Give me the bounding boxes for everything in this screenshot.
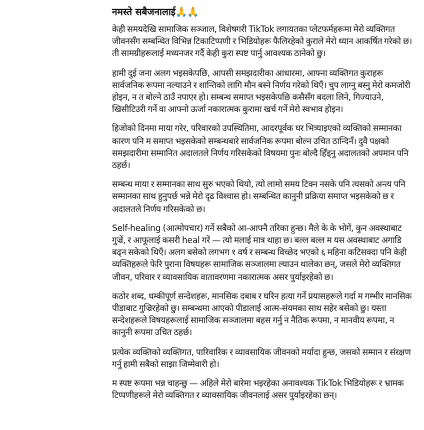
post-body xyxy=(112,6,412,402)
paragraph-7: प्रत्येक व्यक्तिको व्यक्तिगत, पारिवारिक र व्यावसायिक जीवनको मर्यादा हुन्छ, जसको सम्मान र संरक्षण गर्नु हामी सबैको साझा जिम्मेवारी हो। xyxy=(112,347,411,370)
paragraph-8: म स्पष्ट रूपमा भन्न चाहन्छु — अहिले मेरो बारेमा भइरहेका अनावश्यक TikTok भिडियोहरू र भ्रामक टिप्पणीहरूले मेरो व्यक्तिगत र व्यावसायिक जीवनलाई असर पुर्याइरहेका छन्। xyxy=(112,379,404,402)
paragraph-4: सम्बन्ध माया र सम्मानका साथ सुरु भएको थियो, त्यो लामो समय टिक्न नसके पनि त्यसको अन्त्य पनि सम्मानका साथ हुनुपर्छ भन्ने मेरो दृढ विश्वास हो। सम्बन्धित कानुनी प्रक्रिया समाप्त भइसकेको छ र अदालतले निर्णय गरिसकेको छ। xyxy=(112,180,406,215)
greeting-heading: नमस्ते सबैजनालाई🙏🙏 xyxy=(112,7,200,18)
paragraph-6: कठोर शब्द, धम्कीपूर्ण सन्देशहरू, मानसिक दबाब र घरिन हत्या गर्ने प्रयासहरूले गर्दा म गम्भीर मानसिक पीडाबाट गुज्रिरहेको छु। सम्बन्धमा आएको पीडालाई आत्म-संयमका साथ सहेर बसेको छु। यस्ता सन्देशहरूले विषयहरूलाई सामाजिक सञ्जालमा बहस गर्नु न नैतिक रूपमा, न मानवीय रूपमा, न कानुनी रूपमा उचित ठहर्छ। xyxy=(112,291,412,339)
paragraph-5: Self-healing (आत्मोपचार) गर्ने सबैको आ-आफ्नै तरिका हुन्छ। मैले के के भोगें, कुन अवस्थाबाट गुज्रें, र आफूलाई कसरी heal गरें — त्यो मलाई मात्र थाहा छ। बल्ल बल्ल म यस अवस्थाबाट अगाडि बढ्न सकेको थिएँ। अलग बसेको लगभग १ वर्ष र सम्बन्ध विच्छेद भएको ६ महिना कटिसक्दा पनि केही व्यक्तिहरूले फेरि पुराना विषयहरू सामाजिक सञ्जालमा ल्याउन थालेका छन्, जसले मेरो व्यक्तिगत जीवन, परिवार र व्यावसायिक वातावरणमा नकारात्मक असर पुर्याइरहेको छ। xyxy=(112,223,407,283)
paragraph-2: हामी दुई जना अलग भइसकेपछि, आपसी समझदारीका आधारमा, आफ्ना व्यक्तिगत कुराहरू सार्वजनिक रूपमा नल्याउने र शान्तिको लागि मौन बस्ने निर्णय गरेको थिएँ। चुप लाग्नु बस्नु मेरो कमजोरी होइन, न त बोल्ने ठाउँ नपाएर हो। सम्बन्ध समाप्त भइसकेपछि कसैसँग बदला लिने, गिज्याउने, खिसीटिउरी गर्ने वा आफ्नो ऊर्जा नकारात्मक कुरामा खर्च गर्ने मेरो स्वभाव होइन। xyxy=(112,68,411,116)
paragraph-1: केही समयदेखि सामाजिक सञ्जाल, विशेषगरी TikTok लगायतका प्लेटफर्महरूमा मेरो व्यक्तिगत जीवनसँग सम्बन्धित विभिन्न टिकाटिप्पणी र भिडियोहरू फैलिरहेको कुराले मेरो ध्यान आकर्षित गरेको छ। ती सामग्रीहरूलाई मध्यनजर गर्दै केही कुरा स्पष्ट पार्नु आवश्यक ठानेको छु। xyxy=(112,25,412,60)
paragraph-3: हिजोको दिनमा माया गरेर, परिवारको उपस्थितिमा, आदरपूर्वक घर भित्र्याइएको व्यक्तिको सम्मानका कारण पनि म समाप्त भइसकेको सम्बन्धबारे सार्वजनिक रूपमा बोल्न उचित ठान्दिनँ। दुवै पक्षको समझदारीमा सम्मानित अदालतले निर्णय गरिसकेको विषयमा पुनः बोल्दै हिँड्नु अदालतको अपमान पनि ठहर्छ। xyxy=(112,124,409,172)
